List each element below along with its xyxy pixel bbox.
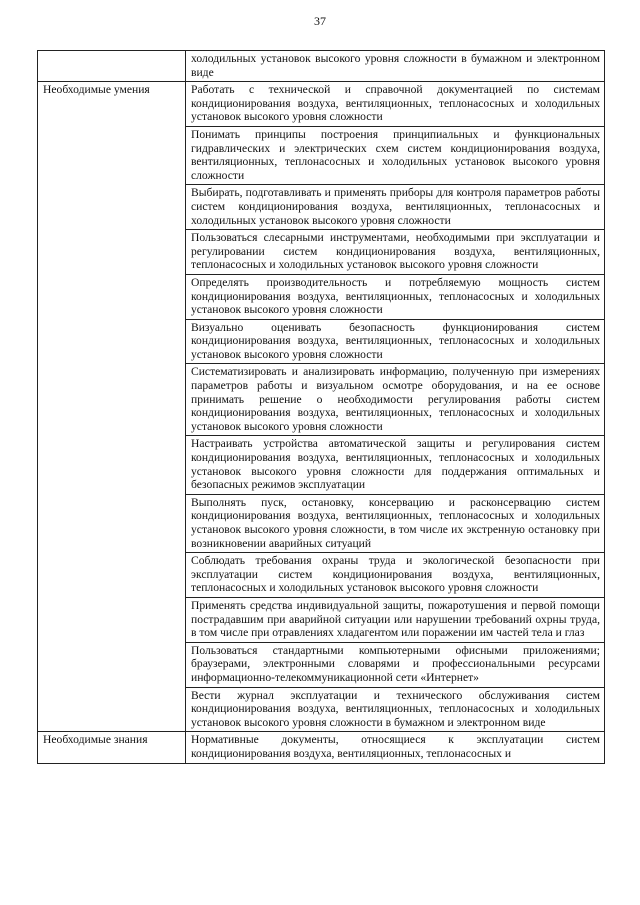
requirement-cell — [186, 553, 605, 598]
requirement-text: Работать с технической и справочной документацией по системам кондиционирования воздуха, вентиляционных, теплонасосных и холодильных установок высокого уровня сложности — [191, 83, 600, 124]
section-label: Необходимые умения — [38, 82, 186, 732]
requirement-text: Понимать принципы построения принципиальных и функциональных гидравлических и электрических схем систем кондиционирования воздуха, вентиляционных, теплонасосных и холодильных установок высокого уровня сложности — [191, 127, 600, 182]
requirement-cell — [186, 126, 605, 184]
requirement-text: Нормативные документы, относящиеся к эксплуатации систем кондиционирования воздуха, вентиляционных, теплонасосных и — [191, 733, 600, 760]
section-label: Необходимые знания — [38, 732, 186, 763]
requirement-cell — [186, 494, 605, 552]
requirement-text: Выполнять пуск, остановку, консервацию и расконсервацию систем кондиционирования воздуха, вентиляционных, теплонасосных и холодильных установок высокого уровня сложности, в том числе их экстренную остановку при возникновении аварийных ситуаций — [191, 495, 600, 550]
page-number: 37 — [314, 14, 326, 28]
requirement-text: Настраивать устройства автоматической защиты и регулирования систем кондиционирования воздуха, вентиляционных, теплонасосных и холодильных установок высокого уровня сложности для поддержания оптимальных и безопасных режимов эксплуатации — [191, 437, 600, 492]
requirement-text: Систематизировать и анализировать информацию, полученную при измерениях параметров работы и визуальном осмотре оборудования, и на ее основе принимать решение о необходимости регулирования работы систем кондиционирования воздуха, вентиляционных, теплонасосных и холодильных установок высокого уровня сложности — [191, 365, 600, 433]
table-row — [38, 82, 605, 127]
requirement-text: холодильных установок высокого уровня сложности в бумажном и электронном виде — [191, 52, 600, 79]
requirements-table-body — [38, 51, 605, 764]
requirement-cell — [186, 732, 605, 763]
requirement-text: Вести журнал эксплуатации и технического обслуживания систем кондиционирования воздуха, вентиляционных, теплонасосных и холодильных установок высокого уровня сложности в бумажном и электронном виде — [191, 688, 600, 729]
requirement-cell — [186, 364, 605, 436]
requirements-table — [37, 50, 605, 764]
requirement-cell — [186, 687, 605, 732]
requirement-cell — [186, 185, 605, 230]
table-row — [38, 732, 605, 763]
requirement-cell — [186, 274, 605, 319]
requirement-text: Соблюдать требования охраны труда и экологической безопасности при эксплуатации систем кондиционирования воздуха, вентиляционных, теплонасосных и холодильных установок высокого уровня сложности — [191, 554, 600, 595]
requirement-text: Визуально оценивать безопасность функционирования систем кондиционирования воздуха, вентиляционных, теплонасосных и холодильных установок высокого уровня сложности — [191, 320, 600, 361]
section-label — [38, 51, 186, 82]
requirement-cell — [186, 597, 605, 642]
requirement-text: Пользоваться стандартными компьютерными офисными приложениями; браузерами, электронными словарями и профессиональными ресурсами информационно-телекоммуникационной сети «Интернет» — [191, 643, 600, 684]
requirement-cell — [186, 436, 605, 494]
table-row — [38, 51, 605, 82]
requirement-cell — [186, 642, 605, 687]
requirement-text: Выбирать, подготавливать и применять приборы для контроля параметров работы систем кондиционирования воздуха, вентиляционных, теплонасосных и холодильных установок высокого уровня сложности — [191, 186, 600, 227]
requirement-cell — [186, 51, 605, 82]
requirement-text: Применять средства индивидуальной защиты, пожаротушения и первой помощи пострадавшим при аварийной ситуации или нарушении требований охрны труда, в том числе при отравлениях хладагентом или поражении им частей тела и глаз — [191, 598, 600, 640]
requirement-text: Определять производительность и потребляемую мощность систем кондиционирования воздуха, вентиляционных, теплонасосных и холодильных установок высокого уровня сложности — [191, 275, 600, 317]
requirement-cell — [186, 230, 605, 275]
requirement-cell — [186, 319, 605, 364]
requirement-cell — [186, 82, 605, 127]
requirement-text: Пользоваться слесарными инструментами, необходимыми при эксплуатации и регулировании систем кондиционирования воздуха, вентиляционных, теплонасосных и холодильных установок высокого уровня сложности — [191, 231, 600, 272]
